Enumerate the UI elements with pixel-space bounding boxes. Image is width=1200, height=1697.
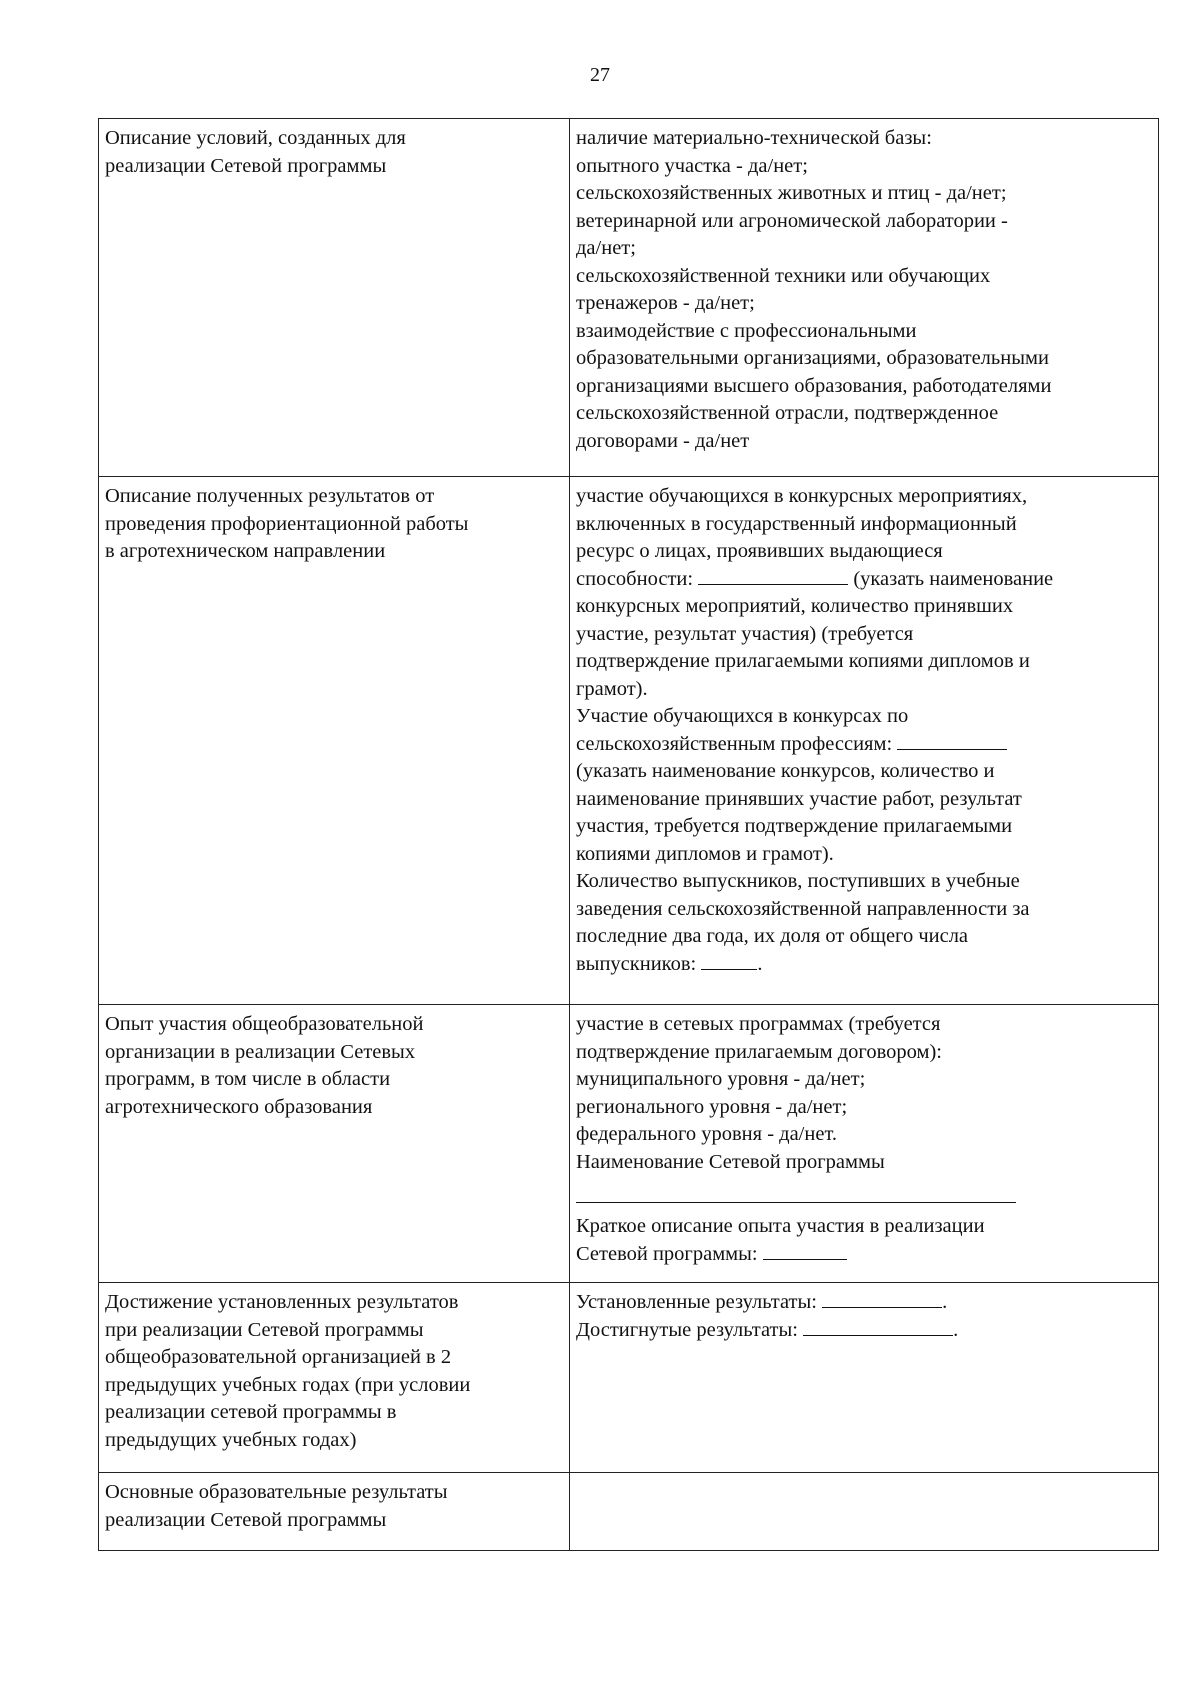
criterion-label-cell [99, 477, 570, 1005]
value-text: Сетевой программы: [576, 1242, 758, 1265]
criterion-value-cell [570, 119, 1159, 477]
label-line: агротехнического образования [105, 1095, 373, 1118]
value-line: подтверждение прилагаемым договором): [576, 1040, 942, 1063]
value-line: сельскохозяйственной отрасли, подтвержденное [576, 402, 999, 424]
label-line: Достижение установленных результатов [105, 1291, 459, 1313]
label-line: Описание условий, созданных для [105, 127, 406, 149]
label-line: в агротехническом направлении [105, 540, 386, 562]
value-line [576, 731, 1152, 759]
criterion-value-cell [570, 1473, 1159, 1551]
table-row [99, 1283, 1159, 1473]
value-line: участие в сетевых программах (требуется [576, 1013, 941, 1035]
label-line: реализации Сетевой программы [105, 154, 387, 177]
value-line: конкурсных мероприятий, количество принявших [576, 595, 1014, 617]
value-line: (указать наименование конкурсов, количество и [576, 760, 995, 782]
label-line: предыдущих учебных годах) [105, 1428, 357, 1451]
value-line [576, 566, 1152, 594]
table-row [99, 1473, 1159, 1551]
value-line: опытного участка - да/нет; [576, 154, 808, 177]
label-line: предыдущих учебных годах (при условии [105, 1373, 471, 1396]
value-line [576, 1241, 1152, 1269]
criterion-label-cell [99, 1473, 570, 1551]
value-text: Достигнутые результаты: [576, 1318, 798, 1341]
value-text: способности: [576, 567, 694, 590]
value-line: сельскохозяйственной техники или обучающих [576, 264, 991, 287]
value-line: участие обучающихся в конкурсных мероприятиях, [576, 485, 1028, 507]
criterion-label-cell [99, 119, 570, 477]
value-line: взаимодействие с профессиональными [576, 319, 917, 342]
label-line: проведения профориентационной работы [105, 512, 469, 535]
fill-in-blank [763, 1241, 847, 1260]
page-number: 27 [590, 64, 610, 86]
value-line: тренажеров - да/нет; [576, 292, 755, 314]
label-line: реализации Сетевой программы [105, 1508, 387, 1531]
value-line: заведения сельскохозяйственной направленности за [576, 897, 1030, 920]
value-line: федерального уровня - да/нет. [576, 1123, 837, 1145]
label-line: реализации сетевой программы в [105, 1401, 397, 1423]
value-line: ветеринарной или агрономической лаборатории - [576, 209, 1008, 232]
criterion-value-cell [570, 1005, 1159, 1283]
label-line: при реализации Сетевой программы [105, 1318, 424, 1341]
value-line: выпускников: . [576, 952, 763, 975]
value-line: подтверждение прилагаемыми копиями дипломов и [576, 650, 1030, 672]
label-line: Опыт участия общеобразовательной [105, 1013, 424, 1035]
table-row [99, 119, 1159, 477]
fill-in-blank [897, 731, 1007, 750]
fill-in-blank [576, 1184, 1016, 1203]
value-line: последние два года, их доля от общего числа [576, 925, 969, 947]
criteria-table [98, 118, 1159, 1551]
value-text: Установленные результаты: [576, 1291, 817, 1313]
value-line: Количество выпускников, поступивших в учебные [576, 870, 1020, 892]
fill-in-blank [822, 1289, 942, 1308]
value-line: включенных в государственный информационный [576, 512, 1017, 535]
value-line: сельскохозяйственных животных и птиц - да/нет; [576, 182, 1007, 204]
value-line: организациями высшего образования, работодателями [576, 374, 1052, 397]
value-line: наименование принявших участие работ, результат [576, 787, 1022, 810]
value-line: договорами - да/нет [576, 429, 750, 452]
label-line: Основные образовательные результаты [105, 1481, 448, 1503]
value-line: Достигнутые результаты: . [576, 1318, 959, 1341]
value-line: образовательными организациями, образовательными [576, 347, 1049, 369]
criterion-value-cell [570, 1283, 1159, 1473]
criterion-label-cell [99, 1005, 570, 1283]
value-line: да/нет; [576, 237, 636, 259]
fill-in-blank [701, 951, 757, 970]
value-text: сельскохозяйственным профессиям: [576, 732, 893, 755]
value-line: Наименование Сетевой программы [576, 1150, 885, 1173]
value-line: грамот). [576, 677, 648, 700]
criterion-label-cell [99, 1283, 570, 1473]
value-line: участия, требуется подтверждение прилагаемыми [576, 815, 1013, 837]
table-row [99, 477, 1159, 1005]
fill-in-blank [803, 1317, 953, 1336]
value-line: муниципального уровня - да/нет; [576, 1068, 866, 1090]
value-line: Краткое описание опыта участия в реализации [576, 1215, 985, 1237]
value-line: копиями дипломов и грамот). [576, 842, 834, 865]
value-text: выпускников: [576, 952, 697, 975]
table-row [99, 1005, 1159, 1283]
value-line: Установленные результаты: . [576, 1291, 948, 1313]
value-line: участие, результат участия) (требуется [576, 622, 914, 645]
value-line: наличие материально-технической базы: [576, 127, 932, 149]
value-line: регионального уровня - да/нет; [576, 1095, 848, 1118]
label-line: общеобразовательной организацией в 2 [105, 1346, 452, 1368]
criterion-value-cell [570, 477, 1159, 1005]
value-text: (указать наименование [853, 567, 1054, 590]
label-line: организации в реализации Сетевых [105, 1040, 416, 1063]
fill-in-blank [698, 566, 848, 585]
label-line: программ, в том числе в области [105, 1068, 391, 1090]
value-line: Участие обучающихся в конкурсах по [576, 705, 909, 727]
value-line: ресурс о лицах, проявивших выдающиеся [576, 540, 943, 562]
label-line: Описание полученных результатов от [105, 485, 435, 507]
